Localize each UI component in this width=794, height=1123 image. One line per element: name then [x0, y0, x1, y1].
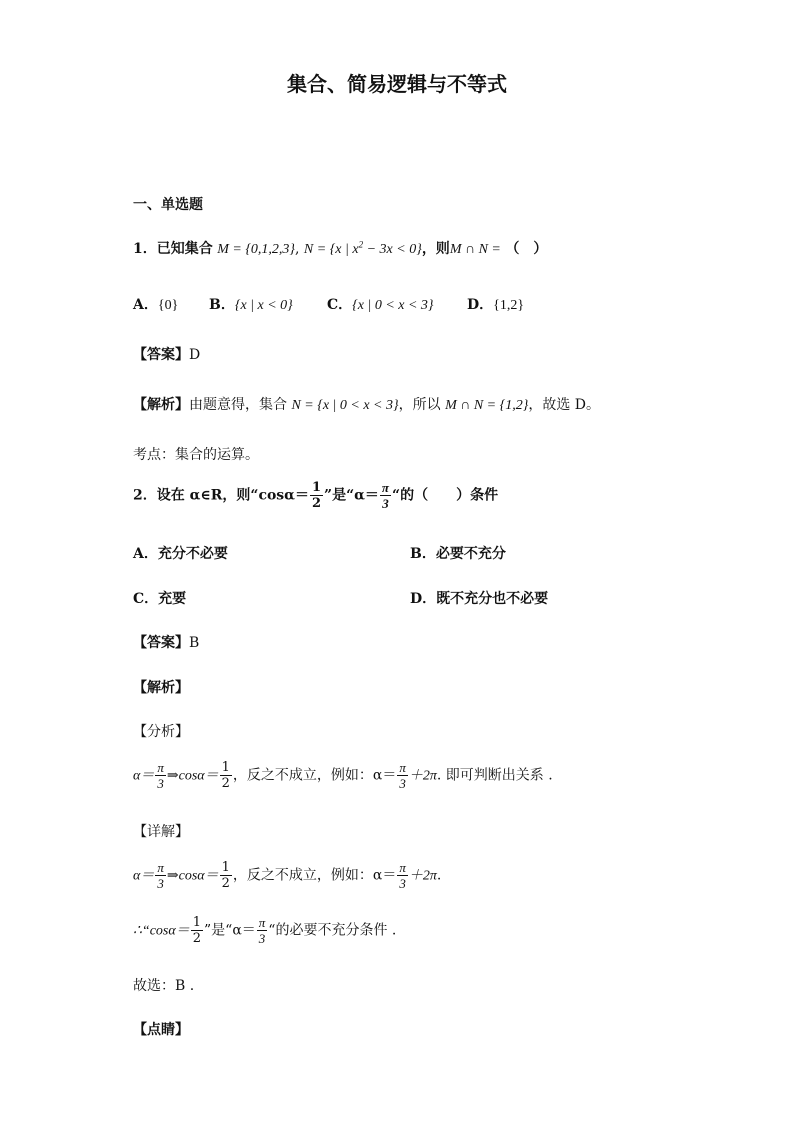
q1-kaodian: 考点：集合的运算。 [133, 447, 259, 463]
page-title: 集合、简易逻辑与不等式 [287, 72, 507, 96]
q2-guxuan: 故选：B . [133, 978, 195, 994]
q2-xiangjie-line: α＝ $\frac{\pi}{3}$ ⇒cosα＝ $\frac{1}{2}$ ，反之不成立，例如：α＝ $\frac{\pi}{3}$ ＋2π. [133, 860, 442, 891]
set-n: N = {x | $x^2 - 3x < 0$} [303, 239, 422, 257]
q1-option-d: D．{1,2} [467, 297, 525, 313]
q2-option-c: C．充要 [133, 591, 187, 607]
section-heading: 一、单选题 [133, 197, 203, 213]
set-m: M = {0,1,2,3} [217, 242, 296, 257]
q2-xiangjie-tag: 【详解】 [133, 824, 189, 840]
q2-analysis-tag: 【解析】 [133, 680, 189, 696]
question-1-stem: 1．已知集合 M = {0,1,2,3}, N = {x | $x^2 - 3x < 0$}，则M ∩ N = （ ） [133, 239, 548, 257]
q2-answer: 【答案】B [133, 635, 200, 651]
q2-option-b: B．必要不充分 [410, 546, 506, 562]
question-2-stem: 2．设在 α∈R，则“cosα＝ $\frac{1}{2}$ ”是“α＝ $\frac{\pi}{3}$ “的（ ）条件 [133, 480, 499, 511]
q2-dianjing-tag: 【点睛】 [133, 1022, 189, 1038]
q1-analysis: 【解析】由题意得，集合 N = {x | 0 < x < 3}，所以 M ∩ N = {1,2}，故选 D。 [133, 397, 601, 413]
q2-option-d: D．既不充分也不必要 [410, 591, 549, 607]
q1-option-c: C．{x | 0 < x < 3} [327, 297, 434, 313]
q2-fenxi-line: α＝ $\frac{\pi}{3}$ ⇒cosα＝ $\frac{1}{2}$ ，反之不成立，例如：α＝ $\frac{\pi}{3}$ ＋2π. 即可判断出关系 . [133, 760, 553, 791]
q1-option-a: A．{0} [133, 297, 179, 313]
q2-option-a: A．充分不必要 [133, 546, 228, 562]
q1-answer: 【答案】D [133, 347, 201, 363]
q2-fenxi-tag: 【分析】 [133, 724, 189, 740]
q1-option-b: B．{x | x < 0} [209, 297, 293, 313]
q2-therefore-line: ∴“cosα＝ $\frac{1}{2}$ ”是“α＝ $\frac{\pi}{3}$ “的必要不充分条件 . [133, 915, 397, 946]
